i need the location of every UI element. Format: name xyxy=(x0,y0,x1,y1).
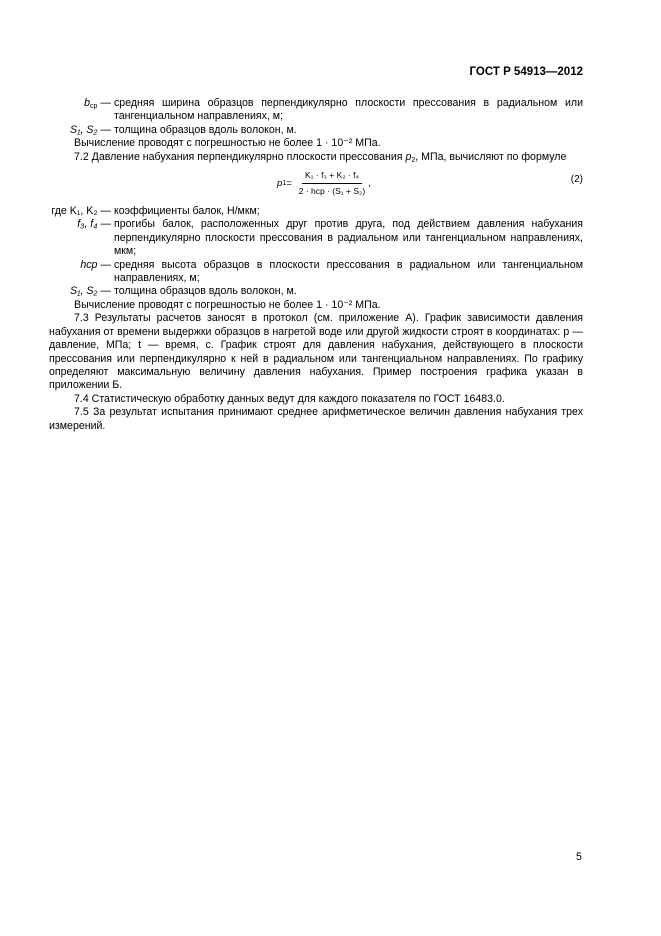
definition-symbol: S₁, S₂ — xyxy=(70,123,111,136)
definition-symbol: где K₁, K₂ — xyxy=(51,205,111,218)
definition-row xyxy=(49,285,583,298)
definition-symbol: f₃, f₄ — xyxy=(77,218,111,231)
definition-row xyxy=(49,218,583,258)
standard-code: ГОСТ Р 54913—2012 xyxy=(469,66,583,78)
definition-row xyxy=(49,205,583,218)
definition-text: толщина образцов вдоль волокон, м. xyxy=(114,123,297,136)
page-number: 5 xyxy=(576,851,582,863)
definition-row xyxy=(49,124,583,137)
paragraph-7-2: 7.2 Давление набухания перпендикулярно плоскости прессования $p_2$, МПа, вычисляют по формуле xyxy=(74,150,567,164)
definition-text: толщина образцов вдоль волокон, м. xyxy=(114,285,297,298)
definition-symbol: $b_{ср}$ — xyxy=(84,97,111,110)
accuracy-note: Вычисление проводят с погрешностью не более 1 · 10⁻² МПа. xyxy=(74,137,381,150)
formula-denominator: 2 · hср · (S₁ + S₂) xyxy=(298,186,366,197)
definition-text: прогибы балок, расположенных друг против друга, под действием давления набухания перпендикулярно плоскости прессования в радиальном или тангенциальном направлениях, мкм; xyxy=(114,218,583,258)
document-body xyxy=(49,97,583,433)
paragraph-7-5: 7.5 За результат испытания принимают среднее арифметическое величин давления набухания трех измерений. xyxy=(49,406,583,432)
formula-numerator: K₁ · f₃ + K₂ · f₄ xyxy=(302,169,362,184)
definition-row xyxy=(49,259,583,286)
formula-expression: p 1 = $\frac{\text{K₁ · f₃ + K₂ · f₄}}{\text{2 · hср · (S₁ + S₂)}}$ , xyxy=(277,169,371,199)
definition-text: средняя высота образцов в плоскости прессования в радиальном или тангенциальном направлениях, м; xyxy=(114,258,583,285)
accuracy-note: Вычисление проводят с погрешностью не более 1 · 10⁻² МПа. xyxy=(74,298,381,311)
definition-symbol: hср — xyxy=(80,258,111,271)
formula-fraction xyxy=(296,169,368,199)
definition-symbol: S₁, S₂ — xyxy=(70,285,111,298)
definition-text: коэффициенты балок, Н/мкм; xyxy=(114,205,260,218)
definition-row xyxy=(49,97,583,124)
paragraph-7-4: 7.4 Статистическую обработку данных ведут для каждого показателя по ГОСТ 16483.0. xyxy=(74,392,505,405)
definition-text: средняя ширина образцов перпендикулярно плоскости прессования в радиальном или тангенциальном направлениях, м; xyxy=(114,97,583,123)
paragraph-7-3: 7.3 Результаты расчетов заносят в протокол (см. приложение А). График зависимости давления набухания от времени выдержки образцов в нагретой воде или другой жидкости строят в координатах: p — давление, МПа; t — время, с. График строят для давления набухания, действующего в плоскости прессования или перпендикулярно к ней в радиальном или тангенциальном направлениях. По графику определяют максимальную величину давления набухания. Пример построения графика указан в приложении Б. xyxy=(49,312,583,392)
formula-2 xyxy=(49,167,583,201)
formula-number: (2) xyxy=(570,174,583,186)
